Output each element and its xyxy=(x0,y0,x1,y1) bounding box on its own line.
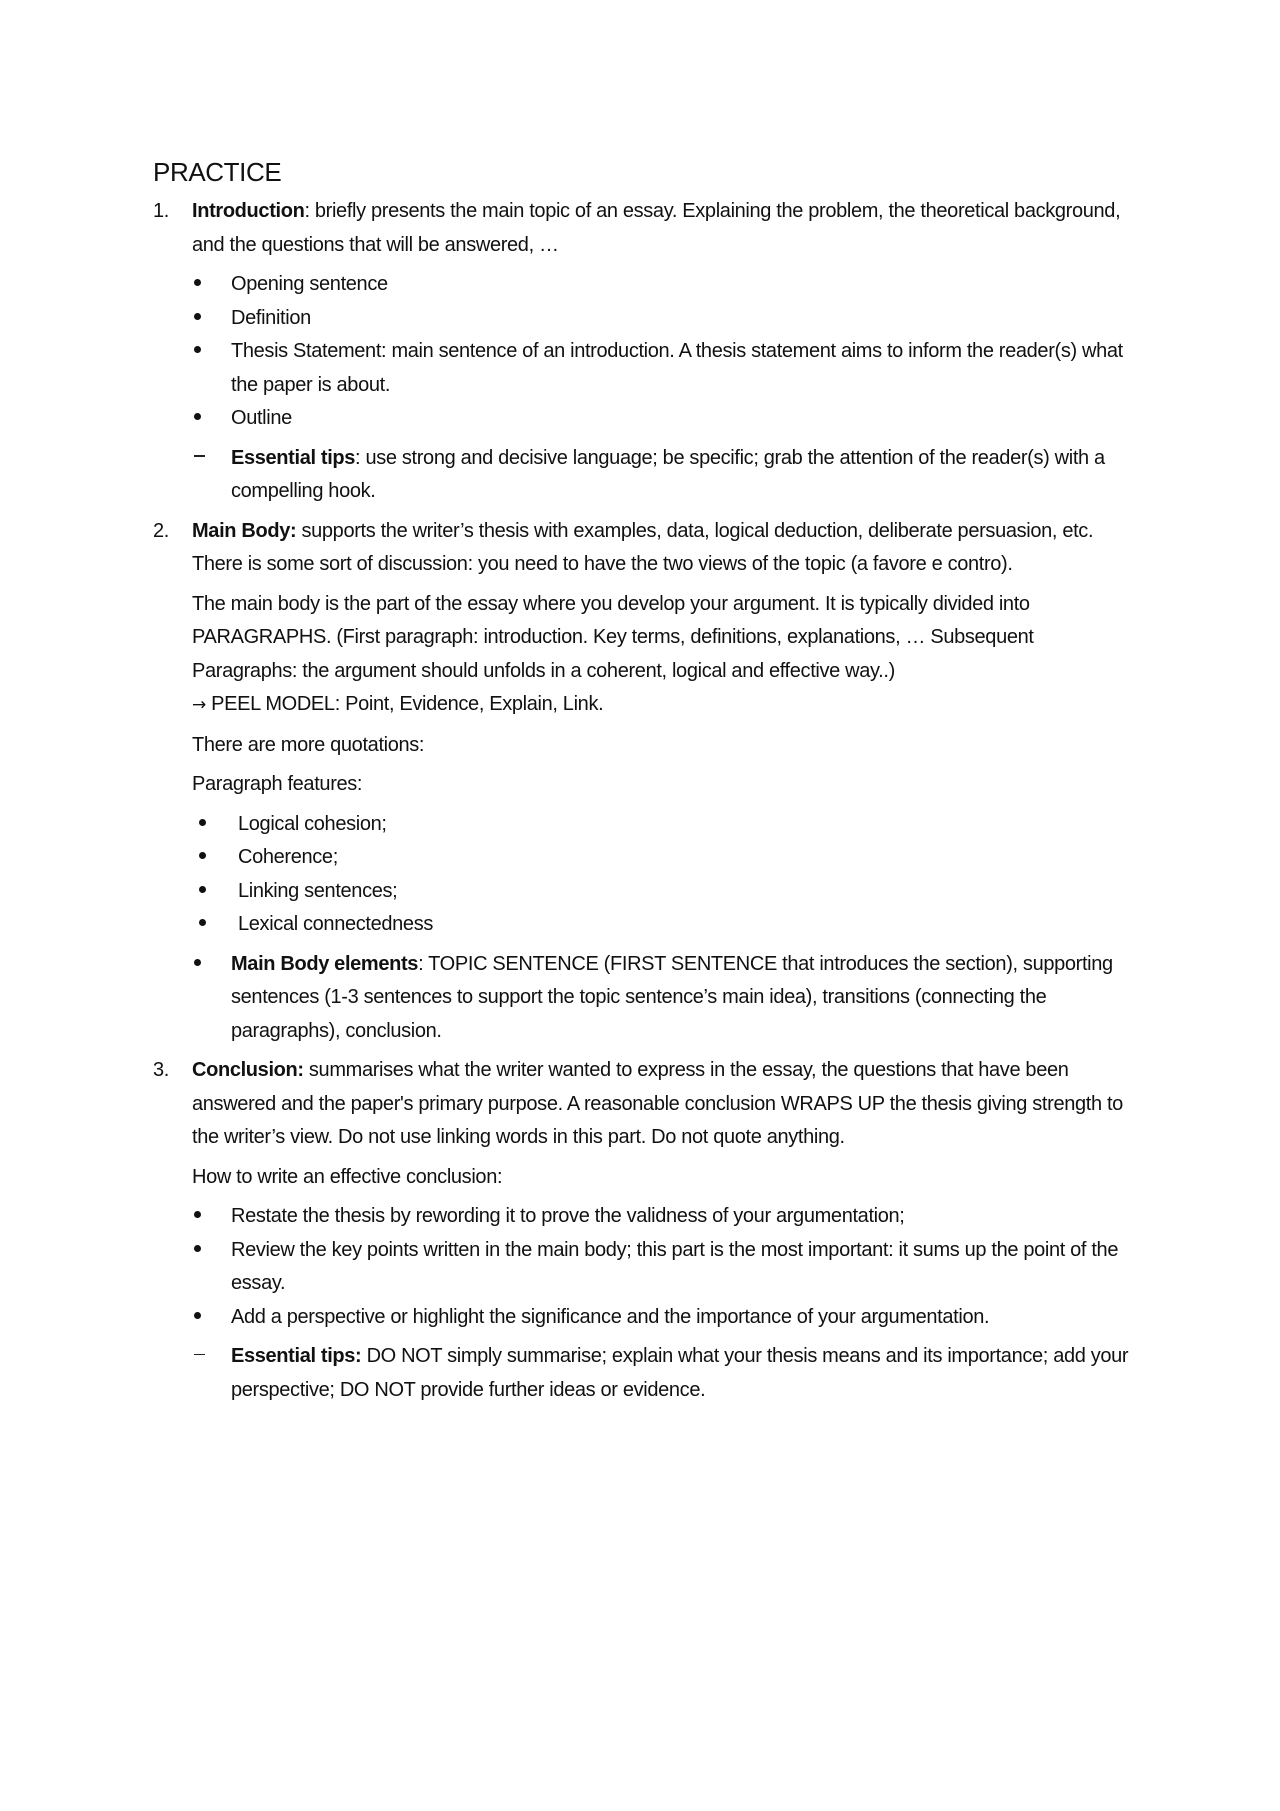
intro-bullet-list xyxy=(153,268,1133,509)
list-item: Linking sentences; xyxy=(153,875,1133,909)
section-number: 2. xyxy=(153,519,169,542)
paragraph-features-list xyxy=(153,808,1133,942)
conclusion-bullet-list xyxy=(153,1200,1133,1407)
bullet-icon xyxy=(194,1200,201,1234)
bullet-icon xyxy=(194,948,201,982)
bullet-icon xyxy=(199,908,206,942)
heading-suffix: : xyxy=(304,200,310,222)
essential-tips-item: Essential tips: use strong and decisive language; be specific; grab the attention of the reader(s) with a compelling hook. xyxy=(153,442,1133,509)
section-heading: Conclusion: xyxy=(192,1059,304,1081)
main-body-elements-item: Main Body elements: TOPIC SENTENCE (FIRST SENTENCE that introduces the section), supporting sentences (1-3 sentences to support the topic sentence’s main idea), transitions (connecting the paragraphs), conclusion. xyxy=(153,948,1133,1049)
bullet-icon xyxy=(194,268,201,302)
section-introduction xyxy=(153,195,1133,262)
bullet-icon xyxy=(199,841,206,875)
section-main-body xyxy=(153,515,1133,582)
list-item: Opening sentence xyxy=(153,268,1133,302)
bullet-icon xyxy=(194,1234,201,1268)
bullet-icon xyxy=(199,875,206,909)
howto-label: How to write an effective conclusion: xyxy=(192,1165,503,1188)
peel-model-text: PEEL MODEL: Point, Evidence, Explain, Link. xyxy=(205,693,604,715)
list-item: Add a perspective or highlight the significance and the importance of your argumentation. xyxy=(153,1301,1133,1335)
features-label: Paragraph features: xyxy=(192,773,363,795)
section-heading: Introduction xyxy=(192,200,305,222)
document-content xyxy=(153,155,1133,1413)
main-body-paragraph: The main body is the part of the essay where you develop your argument. It is typically divided into PARAGRAPHS. (First paragraph: introduction. Key terms, definitions, explanations, … Subsequent Paragraphs: the argument should unfolds in a coherent, logical and effective way..) → PEEL MODEL: Point, Evidence, Explain, Link. xyxy=(192,592,1034,715)
document-title: PRACTICE xyxy=(153,157,282,187)
section-conclusion xyxy=(153,1054,1133,1155)
list-item: Review the key points written in the main body; this part is the most important: it sums up the point of the essay. xyxy=(153,1234,1133,1301)
bullet-icon xyxy=(194,402,201,436)
bullet-icon xyxy=(194,335,201,369)
essential-tips-item: Essential tips: DO NOT simply summarise; explain what your thesis means and its importance; add your perspective; DO NOT provide further ideas or evidence. xyxy=(153,1340,1133,1407)
dash-icon xyxy=(194,442,205,476)
list-item: Logical cohesion; xyxy=(153,808,1133,842)
list-item: Definition xyxy=(153,302,1133,336)
bullet-icon xyxy=(199,808,206,842)
section-text: briefly presents the main topic of an essay. Explaining the problem, the theoretical background, and the questions that will be answered, … xyxy=(192,200,1121,256)
arrow-right-icon: → xyxy=(192,695,206,715)
section-number: 3. xyxy=(153,1059,169,1081)
main-body-elements-list xyxy=(153,948,1133,1049)
bullet-icon xyxy=(194,302,201,336)
list-item: Coherence; xyxy=(153,841,1133,875)
list-item: Restate the thesis by rewording it to prove the validness of your argumentation; xyxy=(153,1200,1133,1234)
quotations-text: There are more quotations: xyxy=(192,733,425,756)
section-heading: Main Body: xyxy=(192,519,297,542)
bullet-icon xyxy=(194,1301,201,1335)
list-item: Lexical connectedness xyxy=(153,908,1133,942)
list-item: Thesis Statement: main sentence of an introduction. A thesis statement aims to inform the reader(s) what the paper is about. xyxy=(153,335,1133,402)
section-text: summarises what the writer wanted to express in the essay, the questions that have been answered and the paper's primary purpose. A reasonable conclusion WRAPS UP the thesis giving strength to the writer’s view. Do not use linking words in this part. Do not quote anything. xyxy=(192,1059,1123,1148)
dash-icon xyxy=(194,1340,205,1374)
section-text: supports the writer’s thesis with examples, data, logical deduction, deliberate persuasion, etc. There is some sort of discussion: you need to have the two views of the topic (a favore e contro). xyxy=(192,519,1094,575)
section-number: 1. xyxy=(153,200,169,222)
list-item: Outline xyxy=(153,402,1133,436)
